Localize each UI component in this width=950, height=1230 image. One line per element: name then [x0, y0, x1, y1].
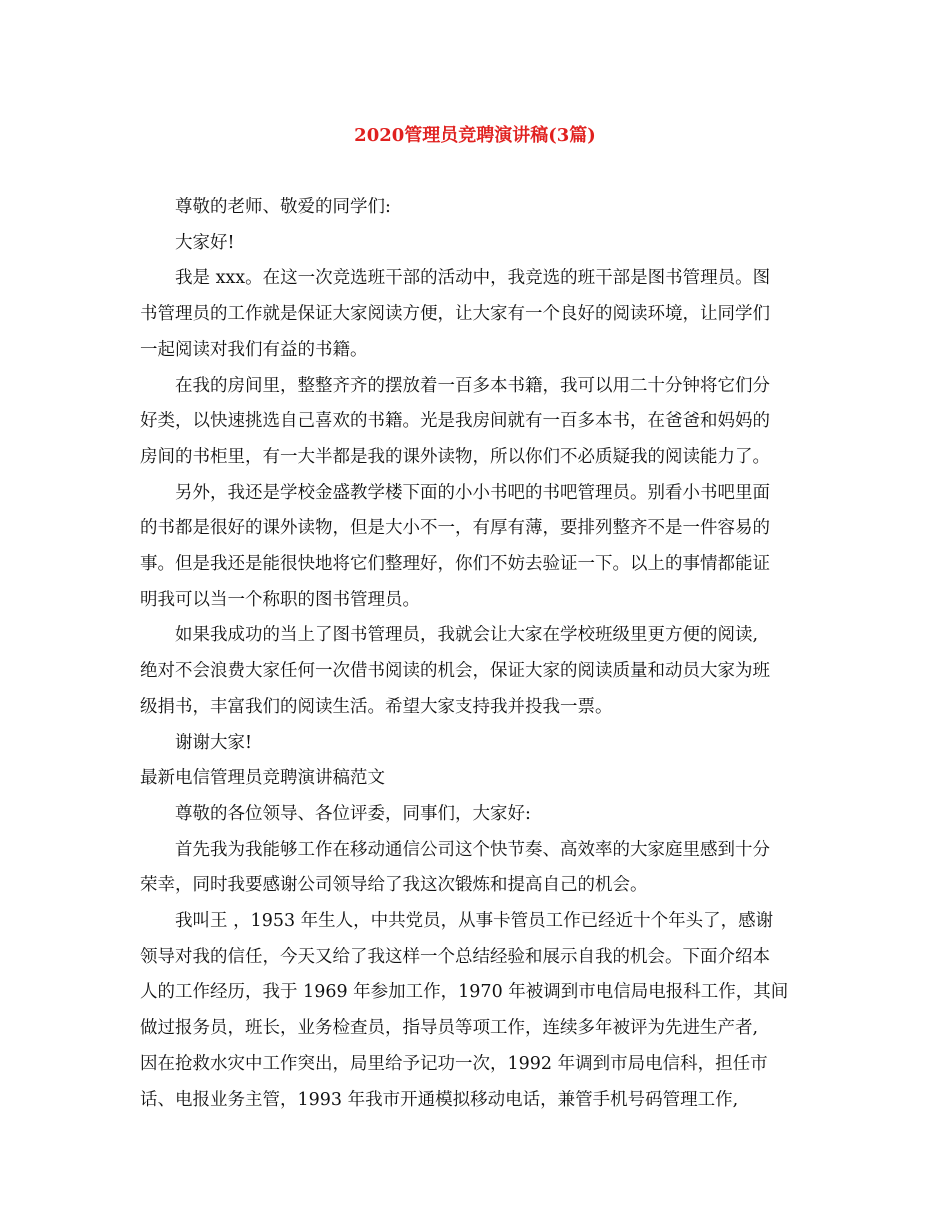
document-title: 2020管理员竞聘演讲稿(3篇)	[354, 125, 596, 146]
text-line: 如果我成功的当上了图书管理员，我就会让大家在学校班级里更方便的阅读,	[175, 625, 759, 646]
text-line: 我是 xxx。在这一次竞选班干部的活动中，我竞选的班干部是图书管理员。图	[175, 268, 771, 289]
paragraph	[140, 476, 820, 619]
text-line: 另外，我还是学校金盛教学楼下面的小小书吧的书吧管理员。别看小书吧里面	[175, 482, 770, 503]
text-line: 因在抢救水灾中工作突出，局里给予记功一次，1992 年调到市局电信科，担任市	[140, 1053, 768, 1074]
text-line: 做过报务员，班长，业务检查员，指导员等项工作，连续多年被评为先进生产者,	[140, 1018, 759, 1039]
text-line: 一起阅读对我们有益的书籍。	[140, 339, 368, 360]
paragraph	[140, 618, 820, 725]
text-line: 书管理员的工作就是保证大家阅读方便，让大家有一个良好的阅读环境，让同学们	[140, 304, 770, 325]
text-line: 领导对我的信任，今天又给了我这样一个总结经验和展示自我的机会。下面介绍本	[140, 946, 770, 967]
text-line: 好类，以快速挑选自己喜欢的书籍。光是我房间就有一百多本书，在爸爸和妈妈的	[140, 411, 770, 432]
text-line: 明我可以当一个称职的图书管理员。	[140, 589, 420, 610]
paragraph	[140, 226, 820, 262]
paragraph	[140, 797, 820, 833]
text-line: 最新电信管理员竞聘演讲稿范文	[140, 768, 385, 789]
section-heading	[140, 761, 820, 797]
paragraph	[140, 904, 820, 1118]
text-line: 荣幸，同时我要感谢公司领导给了我这次锻炼和提高自己的机会。	[140, 875, 648, 896]
text-line: 尊敬的各位领导、各位评委，同事们，大家好:	[175, 803, 531, 824]
text-line: 级捐书，丰富我们的阅读生活。希望大家支持我并投我一票。	[140, 696, 613, 717]
text-line: 我叫王 ，1953 年生人，中共党员，从事卡管员工作已经近十个年头了，感谢	[175, 911, 774, 932]
paragraph	[140, 261, 820, 368]
text-line: 人的工作经历，我于 1969 年参加工作，1970 年被调到市电信局电报科工作，其间	[140, 982, 789, 1003]
text-line: 房间的书柜里，有一大半都是我的课外读物，所以你们不必质疑我的阅读能力了。	[140, 446, 770, 467]
text-line: 在我的房间里，整整齐齐的摆放着一百多本书籍，我可以用二十分钟将它们分	[175, 375, 770, 396]
paragraph	[140, 726, 820, 762]
text-line: 大家好!	[175, 232, 235, 253]
text-line: 绝对不会浪费大家任何一次借书阅读的机会，保证大家的阅读质量和动员大家为班	[140, 661, 770, 682]
paragraph	[140, 833, 820, 904]
text-line: 谢谢大家!	[175, 732, 253, 753]
text-line: 事。但是我还是能很快地将它们整理好，你们不妨去验证一下。以上的事情都能证	[140, 554, 770, 575]
paragraph	[140, 190, 820, 226]
paragraph	[140, 369, 820, 476]
text-line: 尊敬的老师、敬爱的同学们:	[175, 197, 391, 217]
document-body	[140, 190, 820, 1118]
text-line: 首先我为我能够工作在移动通信公司这个快节奏、高效率的大家庭里感到十分	[175, 839, 770, 860]
text-line: 的书都是很好的课外读物，但是大小不一，有厚有薄，要排列整齐不是一件容易的	[140, 518, 770, 539]
text-line: 话、电报业务主管，1993 年我市开通模拟移动电话，兼管手机号码管理工作,	[140, 1089, 739, 1110]
